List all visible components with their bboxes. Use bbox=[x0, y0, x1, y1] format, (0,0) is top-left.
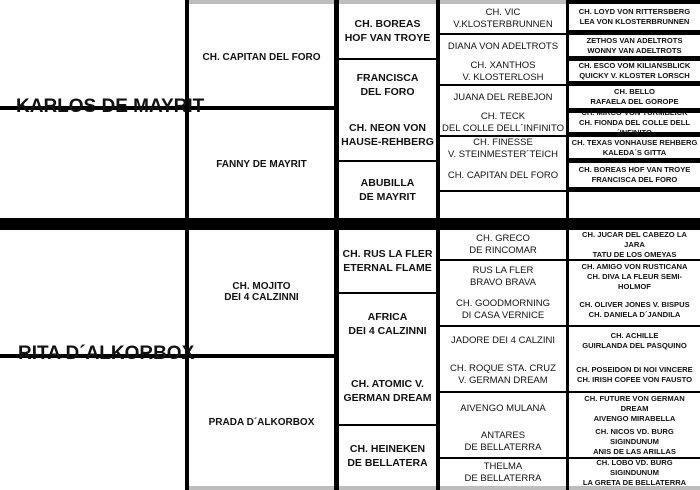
ancestor-g4 bbox=[569, 192, 700, 218]
ancestor-g3: ANTARES DE BELLATERRA bbox=[464, 429, 542, 453]
ancestor-g3: AIVENGO MULANA bbox=[460, 402, 546, 414]
ancestor-g4: CH. FUTURE VON GERMAN DREAM AIVENGO MIRABELLA bbox=[584, 393, 685, 423]
sire-sire: CH. CAPITAN DEL FORO bbox=[202, 51, 321, 63]
dam-dam: PRADA D´ALKORBOX bbox=[208, 416, 315, 428]
main-divider bbox=[0, 218, 700, 230]
ancestor-g4: CH. ESCO VOM KILIANSBLICK QUICKY V. KLOSTER LORSCH bbox=[578, 61, 691, 80]
ancestor-g4: CH. TEXAS VONHAUSE REHBERG KALEDA´S GITTA bbox=[571, 137, 698, 157]
ancestor-g2: CH. ATOMIC V. GERMAN DREAM bbox=[343, 378, 432, 404]
ancestor-g4: CH. POSEIDON DI NOI VINCERE CH. IRISH COFEE VON FAUSTO bbox=[576, 364, 693, 384]
ancestor-g2: CH. RUS LA FLER ETERNAL FLAME bbox=[342, 248, 433, 274]
ancestor-g4: CH. OLIVER JONES V. BISPUS CH. DANIELA D´JANDILA bbox=[579, 299, 690, 319]
ancestor-g4: CH. LOBO VD. BURG SIGINDUNUM LA GRETA DE BELLATERRA bbox=[582, 457, 687, 487]
ancestor-g4: CH. BELLO RAFAELA DEL GOROPE bbox=[590, 87, 679, 106]
ancestor-g2: CH. NEON VON HAUSE-REHBERG bbox=[341, 122, 434, 148]
ancestor-g4: CH. LOYD VON RITTERSBERG LEA VON KLOSTERBRUNNEN bbox=[578, 7, 691, 26]
ancestor-g3: CH. CAPITAN DEL FORO bbox=[447, 170, 559, 181]
ancestor-g3: JUANA DEL REBEJON bbox=[453, 92, 553, 103]
ancestor-g4: CH. MIRCO VON TURMBLICK CH. FIONDA DEL COLLE DELL´INFINITO bbox=[579, 107, 690, 137]
ancestor-g2: FRANCISCA DEL FORO bbox=[356, 72, 419, 98]
ancestor-g3 bbox=[440, 192, 566, 218]
ancestor-g2: CH. BOREAS HOF VAN TROYE bbox=[344, 18, 431, 44]
ancestor-g3: JADORE DEI 4 CALZINI bbox=[451, 334, 555, 346]
ancestor-g3: CH. VIC V.KLOSTERBRUNNEN bbox=[453, 6, 553, 30]
ancestor-g3: RUS LA FLER BRAVO BRAVA bbox=[470, 264, 536, 288]
ancestor-g3: CH. GOODMORNING DI CASA VERNICE bbox=[456, 297, 550, 321]
ancestor-g3: CH. ROQUE STA. CRUZ V. GERMAN DREAM bbox=[450, 362, 556, 386]
ancestor-g3: THELMA DE BELLATERRA bbox=[464, 460, 542, 484]
sire-name: KARLOS DE MAYRIT bbox=[16, 96, 205, 117]
ancestor-g3: CH. TECK DEL COLLE DELL´INFINITO bbox=[442, 110, 564, 134]
ancestor-g2: CH. HEINEKEN DE BELLATERA bbox=[347, 443, 428, 469]
ancestor-g3: DIANA VON ADELTROTS bbox=[447, 40, 559, 52]
ancestor-g4: CH. NICOS VD. BURG SIGINDUNUM ANIS DE LAS ARILLAS bbox=[593, 426, 676, 456]
ancestor-g2: ABUBILLA DE MAYRIT bbox=[359, 177, 416, 203]
ancestor-g3: CH. XANTHOS V. KLOSTERLOSH bbox=[462, 60, 544, 83]
dam-sire: CH. MOJITO DEI 4 CALZINNI bbox=[224, 281, 299, 303]
ancestor-g4: ZETHOS VAN ADELTROTS WONNY VAN ADELTROTS bbox=[586, 35, 683, 55]
ancestor-g2: AFRICA DEI 4 CALZINNI bbox=[348, 311, 427, 337]
ancestor-g3: CH. FINESSE V. STEINMESTER´TEICH bbox=[448, 136, 558, 160]
ancestor-g4: CH. BOREAS HOF VAN TROYE FRANCISCA DEL FORO bbox=[578, 165, 691, 184]
dam-name: RITA D´ALKORBOX bbox=[18, 343, 195, 364]
ancestor-g3: CH. GRECO DE RINCOMAR bbox=[469, 232, 537, 256]
ancestor-g4: CH. JUCAR DEL CABEZO LA JARA TATU DE LOS OMEYAS bbox=[582, 229, 687, 259]
ancestor-g4: CH. AMIGO VON RUSTICANA CH. DIVA LA FLEUR SEMI-HOLMOF bbox=[581, 261, 688, 291]
sire-dam: FANNY DE MAYRIT bbox=[216, 158, 307, 170]
ancestor-g4: CH. ACHILLE GUIRLANDA DEL PASQUINO bbox=[582, 330, 687, 350]
